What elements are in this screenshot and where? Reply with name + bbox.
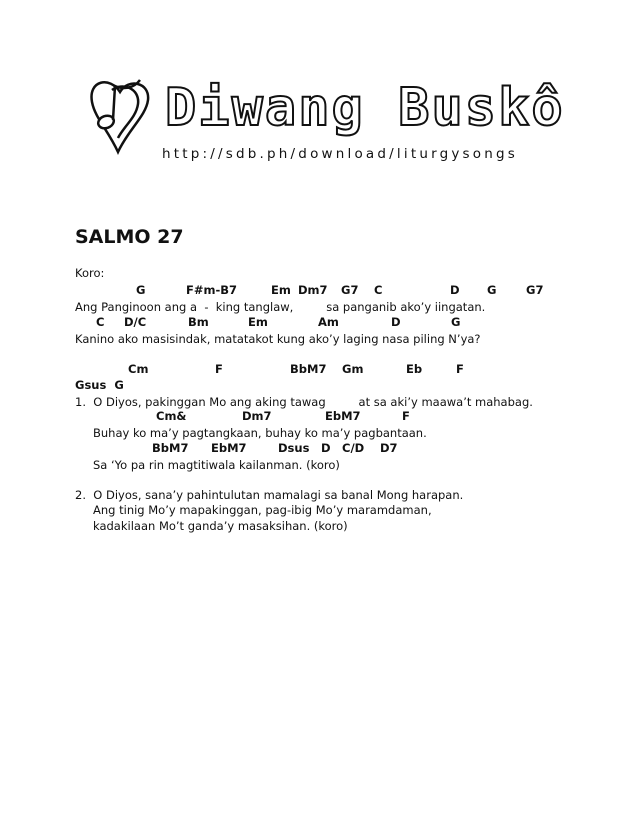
- chord: BbM7: [152, 441, 189, 455]
- chord: C/D: [342, 441, 365, 455]
- chord: C: [96, 315, 105, 329]
- chord: BbM7: [290, 362, 327, 376]
- chord: D: [321, 441, 331, 455]
- chord: G: [136, 283, 146, 297]
- chord: D: [450, 283, 460, 297]
- chord: G7: [341, 283, 359, 297]
- koro-label: Koro:: [75, 266, 105, 280]
- chord: Dsus: [278, 441, 310, 455]
- lyric-line: 2. O Diyos, sana’y pahintulutan mamalagi sa banal Mong harapan.: [75, 488, 464, 502]
- chord-gsus: Gsus G: [75, 378, 124, 392]
- lyric-line: Buhay ko ma’y pagtangkaan, buhay ko ma’y pagbantaan.: [93, 426, 427, 440]
- lyric-line: Kanino ako masisindak, matatakot kung ako’y laging nasa piling N’ya?: [75, 332, 481, 346]
- lyric-line: Ang tinig Mo’y mapakinggan, pag-ibig Mo’y maramdaman,: [93, 503, 432, 517]
- chord: G7: [526, 283, 544, 297]
- chord: D: [391, 315, 401, 329]
- chord: D/C: [124, 315, 147, 329]
- chord: Gm: [342, 362, 364, 376]
- lyric-line: 1. O Diyos, pakinggan Mo ang aking tawag at sa aki’y maawa’t mahabag.: [75, 395, 533, 409]
- chord: G: [487, 283, 497, 297]
- chord: F#m-B7: [186, 283, 238, 297]
- heart-music-note-logo-icon: [82, 72, 162, 160]
- chord: F: [456, 362, 464, 376]
- chord: Em: [248, 315, 268, 329]
- lyric-line: kadakilaan Mo’t ganda’y masaksihan. (koro): [93, 519, 348, 533]
- chord: Dm7: [298, 283, 328, 297]
- lyric-line: Ang Panginoon ang a - king tanglaw, sa panganib ako’y iingatan.: [75, 300, 486, 314]
- chord: Cm&: [156, 409, 187, 423]
- lyric-line: Sa ‘Yo pa rin magtitiwala kailanman. (koro): [93, 458, 340, 472]
- chord: G: [451, 315, 461, 329]
- chord: Am: [318, 315, 339, 329]
- chord: Bm: [188, 315, 209, 329]
- chord: EbM7: [325, 409, 361, 423]
- chord: Em: [271, 283, 291, 297]
- chord: EbM7: [211, 441, 247, 455]
- chord: Cm: [128, 362, 149, 376]
- chord: F: [215, 362, 223, 376]
- song-title: SALMO 27: [75, 226, 184, 248]
- chord: C: [374, 283, 383, 297]
- download-url[interactable]: http://sdb.ph/download/liturgysongs: [162, 146, 518, 162]
- brand-name: Diwang Buskô: [165, 78, 565, 138]
- chord: D7: [380, 441, 398, 455]
- chord: Eb: [406, 362, 423, 376]
- chord: F: [402, 409, 410, 423]
- chord: Dm7: [242, 409, 272, 423]
